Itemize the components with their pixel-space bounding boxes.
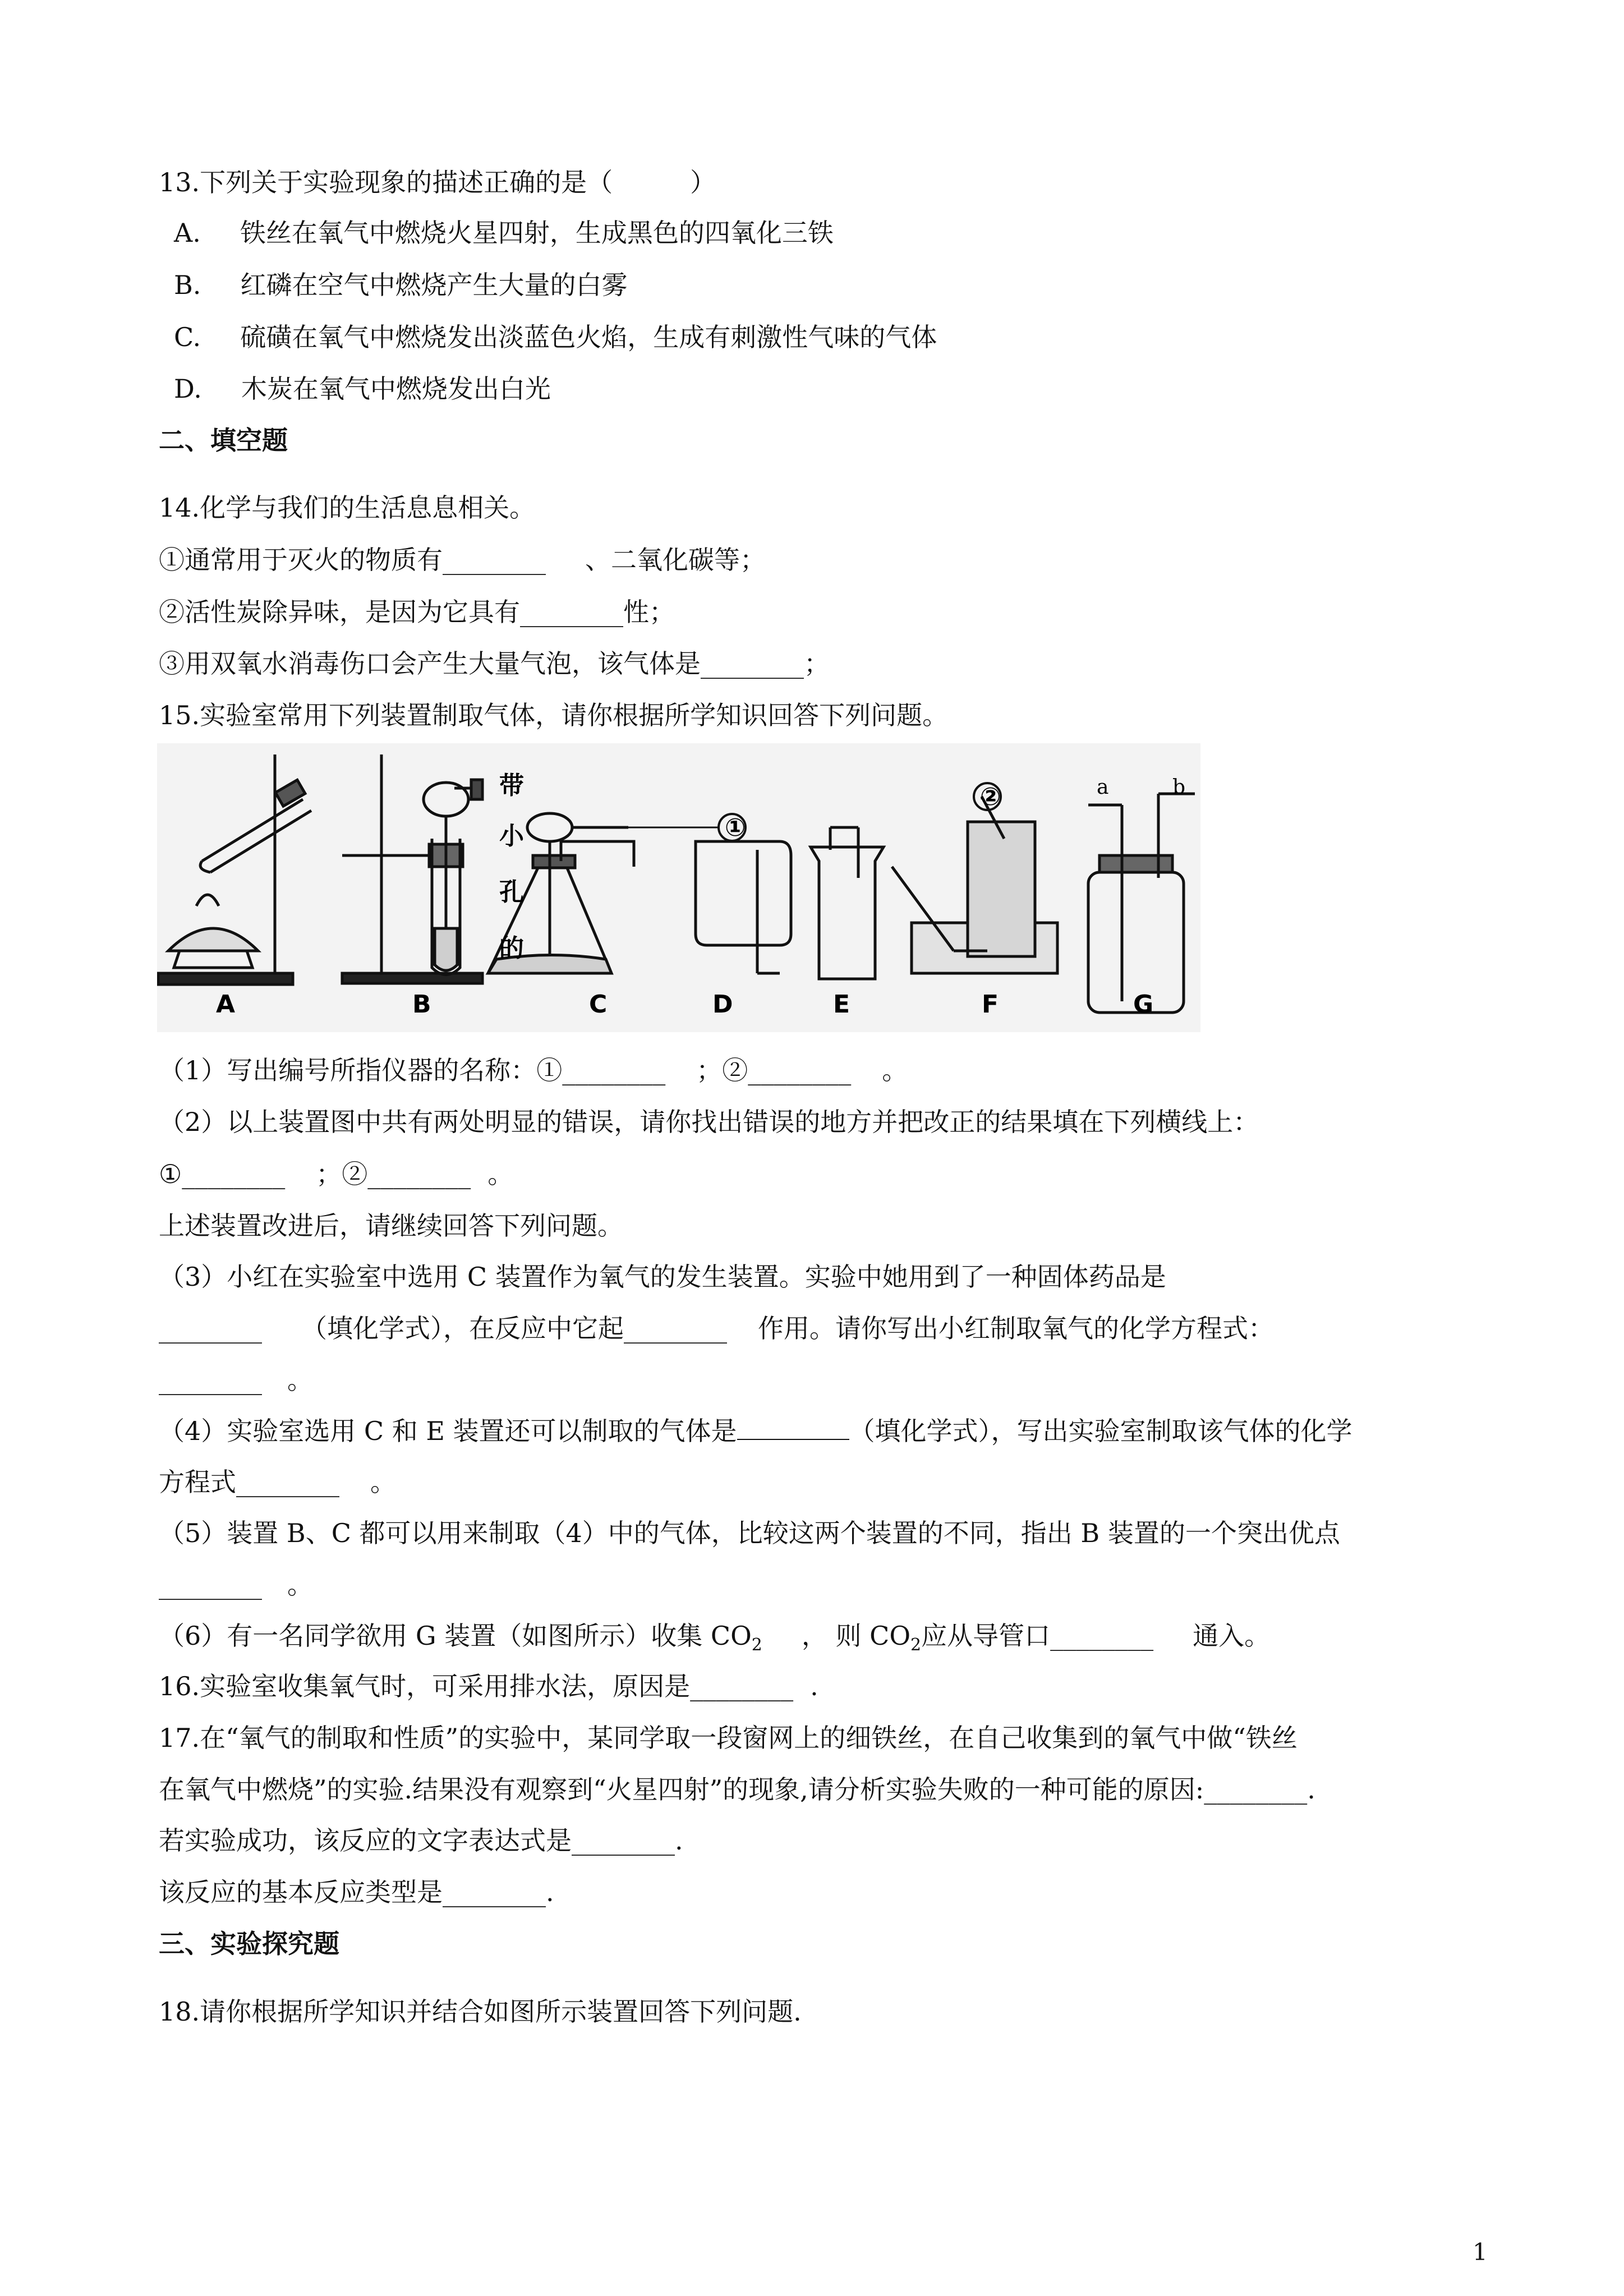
page-number: 1	[1473, 2238, 1488, 2266]
section-heading-fill-in: 二、填空题	[159, 425, 288, 455]
side-text-4: 的	[499, 934, 524, 963]
q13-option-d: D. 木炭在氧气中燃烧发出白光	[174, 374, 551, 404]
q14-stem: 14.化学与我们的生活息息相关。	[159, 493, 536, 523]
q15-part5-line1: （5）装置 B、C 都可以用来制取（4）中的气体，比较这两个装置的不同，指出 B 装置的一个突出优点	[159, 1518, 1340, 1548]
q14-line2: ②活性炭除异味，是因为它具有________性；	[159, 597, 675, 627]
q13-stem: 13.下列关于实验现象的描述正确的是（ ）	[159, 167, 716, 197]
q15-part4-line2: 方程式________ 。	[159, 1467, 396, 1497]
side-text-1: 带	[499, 771, 524, 800]
q17-line4: 该反应的基本反应类型是________.	[159, 1877, 554, 1907]
q15-part2-answers: ①________ ；②________ 。	[159, 1159, 514, 1189]
q18-stem: 18.请你根据所学知识并结合如图所示装置回答下列问题.	[159, 1996, 802, 2027]
q13-option-a: A. 铁丝在氧气中燃烧火星四射，生成黑色的四氧化三铁	[174, 218, 834, 248]
side-text-3: 孔	[499, 878, 524, 907]
label-e: E	[833, 990, 850, 1019]
q15-after-note: 上述装置改进后，请继续回答下列问题。	[159, 1211, 623, 1241]
q15-part4-answer-blank[interactable]	[737, 1416, 849, 1440]
q17-line3: 若实验成功，该反应的文字表达式是________.	[159, 1825, 683, 1856]
q16: 16.实验室收集氧气时，可采用排水法，原因是________ .	[159, 1671, 818, 1701]
label-a: A	[216, 990, 236, 1019]
port-a-label: a	[1097, 776, 1109, 799]
q17-line1: 17.在“氧气的制取和性质”的实验中，某同学取一段窗网上的细铁丝，在自己收集到的氧气中做“铁丝	[159, 1723, 1298, 1753]
q17-line2: 在氧气中燃烧”的实验.结果没有观察到“火星四射”的现象,请分析实验失败的一种可能的原因:________.	[159, 1774, 1315, 1805]
q15-part1: （1）写出编号所指仪器的名称：①________ ；②________ 。	[159, 1055, 908, 1085]
q15-part2: （2）以上装置图中共有两处明显的错误，请你找出错误的地方并把改正的结果填在下列横线上：	[159, 1107, 1259, 1137]
q15-stem: 15.实验室常用下列装置制取气体，请你根据所学知识回答下列问题。	[159, 700, 949, 730]
q15-part4-line1: （4）实验室选用 C 和 E 装置还可以制取的气体是 （填化学式），写出实验室制取该气体的化学	[159, 1416, 1352, 1446]
q13-option-c: C. 硫磺在氧气中燃烧发出淡蓝色火焰，生成有刺激性气味的气体	[174, 322, 937, 352]
mark-1-label: ①	[725, 813, 746, 842]
mark-2-label: ②	[980, 783, 1001, 811]
q15-part3-line2: ________ （填化学式），在反应中它起________ 作用。请你写出小红制取氧气的化学方程式：	[159, 1313, 1274, 1343]
label-f: F	[982, 990, 999, 1019]
q14-line1: ①通常用于灭火的物质有________ 、二氧化碳等；	[159, 545, 766, 575]
q13-option-b: B. 红磷在空气中燃烧产生大量的白雾	[174, 270, 628, 300]
label-b: B	[412, 990, 431, 1019]
label-g: G	[1133, 990, 1154, 1019]
q15-part6: （6）有一名同学欲用 G 装置（如图所示）收集 $CO_2$ ， 则 $CO_2$应从导管口________ 通入。	[159, 1621, 1271, 1655]
port-b-label: b	[1172, 776, 1186, 799]
side-text-2: 小	[499, 822, 524, 850]
label-c: C	[589, 990, 608, 1019]
label-d: D	[712, 990, 733, 1019]
section-heading-experiment: 三、实验探究题	[159, 1929, 339, 1959]
q15-part3-line1: （3）小红在实验室中选用 C 装置作为氧气的发生装置。实验中她用到了一种固体药品是	[159, 1262, 1166, 1292]
q15-part3-line3: ________ 。	[159, 1365, 313, 1395]
q15-part5-line2: ________ 。	[159, 1570, 313, 1600]
q14-line3: ③用双氧水消毒伤口会产生大量气泡，该气体是________；	[159, 648, 830, 679]
apparatus-figure	[157, 743, 1200, 1032]
